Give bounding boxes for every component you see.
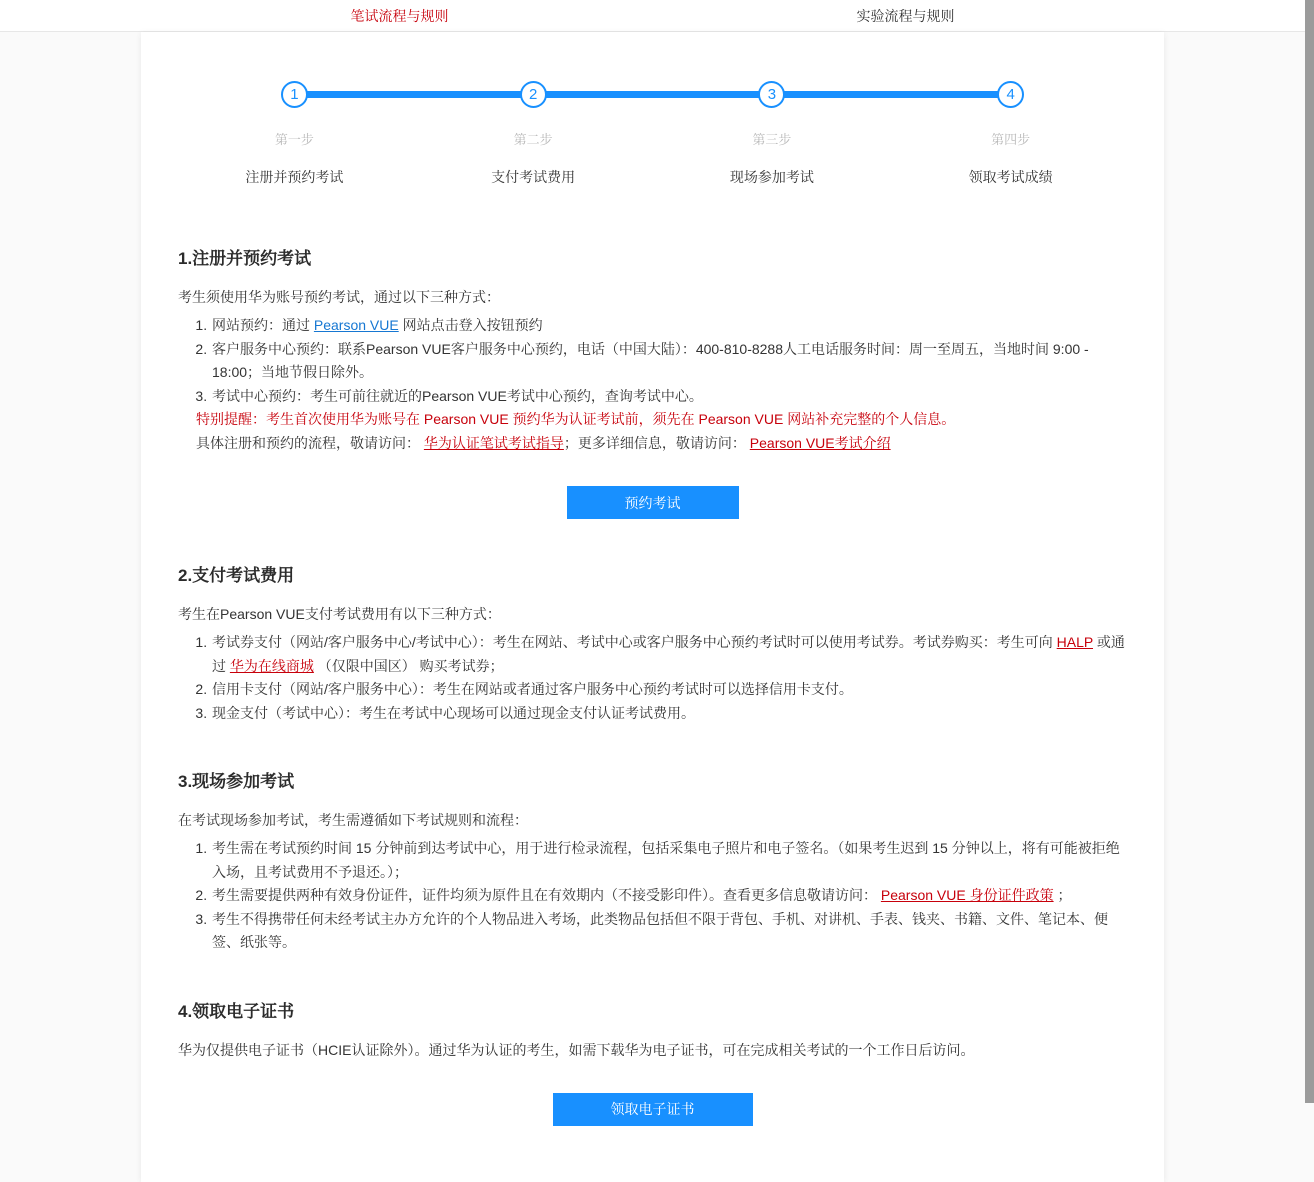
text-segment: ；更多详细信息，敬请访问：: [563, 434, 750, 451]
section-heading: 2.支付考试费用: [178, 566, 295, 585]
text-segment: 或通过: [212, 634, 1125, 674]
section-4: [178, 997, 1127, 1126]
text-segment: 考生需在考试预约时间 15 分钟前到达考试中心，用于进行检录流程，包括采集电子照片和电子签名。（如果考生迟到 15 分钟以上，将有可能被拒绝入场，且考试费用不予退还。）；: [212, 840, 1120, 880]
text-segment: 网站预约：通过: [212, 317, 314, 333]
step-title: 注册并预约考试: [245, 169, 344, 185]
list-item: [211, 385, 1127, 409]
step-title: 现场参加考试: [729, 169, 814, 185]
step-number-badge: 3: [758, 81, 785, 108]
text-segment: 考生不得携带任何未经考试主办方允许的个人物品进入考场，此类物品包括但不限于背包、手机、对讲机、手表、钱夹、书籍、文件、笔记本、便签、纸张等。: [212, 910, 1108, 950]
text-segment: 现金支付（考试中心）：考生在考试中心现场可以通过现金支付认证考试费用。: [212, 704, 695, 721]
section-intro: 考生在Pearson VUE支付考试费用有以下三种方式：: [178, 606, 501, 622]
step-label: 第二步: [513, 132, 553, 147]
content-card: [141, 32, 1164, 1182]
text-segment: 考试券支付（网站/客户服务中心/考试中心）：考生在网站、考试中心或客户服务中心预约考试时可以使用考试券。考试券购买：考生可向: [212, 634, 1057, 650]
list-item: [211, 837, 1127, 884]
step-4: [891, 81, 1130, 187]
pearson-vue-id-policy-link[interactable]: Pearson VUE 身份证件政策: [880, 887, 1054, 903]
step-label: 第四步: [991, 132, 1031, 147]
section-intro: 华为仅提供电子证书（HCIE认证除外）。通过华为认证的考生，如需下载华为电子证书，可在完成相关考试的一个工作日后访问。: [178, 1041, 975, 1058]
text-segment: （仅限中国区） 购买考试券；: [313, 657, 504, 674]
exam-process-stepper: [141, 32, 1164, 187]
halp-link[interactable]: HALP: [1056, 634, 1093, 650]
vertical-scrollbar[interactable]: [1305, 0, 1314, 1103]
get-certificate-button[interactable]: 领取电子证书: [553, 1093, 753, 1126]
section-1: [178, 244, 1127, 519]
sections-container: [141, 244, 1164, 1126]
step-1: [175, 81, 414, 187]
section-notes: [178, 408, 1127, 455]
step-number-badge: 4: [997, 81, 1024, 108]
section-list: [178, 631, 1127, 725]
list-item: [211, 884, 1127, 908]
section-intro: 在考试现场参加考试，考生需遵循如下考试规则和流程：: [178, 812, 528, 828]
written-exam-guide-link[interactable]: 华为认证笔试考试指导: [423, 434, 564, 451]
section-list: [178, 314, 1127, 408]
section-2: [178, 561, 1127, 725]
book-exam-button[interactable]: 预约考试: [567, 486, 739, 519]
list-item: [211, 702, 1127, 726]
text-segment: 考试中心预约：考生可前往就近的Pearson VUE考试中心预约，查询考试中心。: [212, 387, 703, 404]
list-item: [211, 908, 1127, 955]
step-title: 支付考试费用: [491, 169, 576, 185]
step-number-badge: 2: [520, 81, 547, 108]
text-segment: ；: [1053, 887, 1072, 903]
pearson-vue-link[interactable]: Pearson VUE: [313, 317, 399, 333]
text-segment: 网站点击登入按钮预约: [398, 317, 543, 333]
tab-bar: [0, 0, 1305, 32]
section-list: [178, 837, 1127, 955]
list-item: [211, 314, 1127, 338]
section-heading: 4.领取电子证书: [178, 1001, 295, 1021]
list-item: [211, 678, 1127, 702]
pearson-vue-exam-intro-link[interactable]: Pearson VUE考试介绍: [749, 434, 891, 451]
step-label: 第三步: [752, 132, 792, 147]
step-2: [414, 81, 653, 187]
section-intro: 考生须使用华为账号预约考试，通过以下三种方式：: [178, 289, 500, 305]
text-segment: 信用卡支付（网站/客户服务中心）：考生在网站或者通过客户服务中心预约考试时可以选择信用卡支付。: [212, 681, 853, 697]
step-number-badge: 1: [281, 81, 308, 108]
text-segment: 具体注册和预约的流程，敬请访问：: [196, 434, 424, 451]
text-segment: 考生需要提供两种有效身份证件，证件均须为原件且在有效期内（不接受影印件）。查看更多信息敬请访问：: [212, 887, 881, 903]
text-segment: 特别提醒：考生首次使用华为账号在 Pearson VUE 预约华为认证考试前，须先在 Pearson VUE 网站补充完整的个人信息。: [196, 411, 956, 427]
section-heading: 1.注册并预约考试: [178, 249, 312, 268]
list-item: [211, 338, 1127, 385]
text-segment: 客户服务中心预约：联系Pearson VUE客户服务中心预约，电话（中国大陆）：400-810-8288人工电话服务时间：周一至周五，当地时间 9:00 - 18:00；当地节假日除外。: [212, 340, 1089, 380]
step-title: 领取考试成绩: [968, 169, 1053, 185]
section-heading: 3.现场参加考试: [178, 772, 295, 791]
list-item: [211, 631, 1127, 678]
note-line: [196, 408, 1127, 432]
step-label: 第一步: [274, 132, 314, 147]
tab-lab-exam-rules[interactable]: 实验流程与规则: [856, 7, 955, 24]
tab-written-exam-rules[interactable]: 笔试流程与规则: [350, 7, 449, 24]
huawei-online-store-link[interactable]: 华为在线商城: [229, 657, 314, 674]
section-3: [178, 767, 1127, 955]
note-line: [196, 432, 1127, 456]
step-3: [653, 81, 892, 187]
